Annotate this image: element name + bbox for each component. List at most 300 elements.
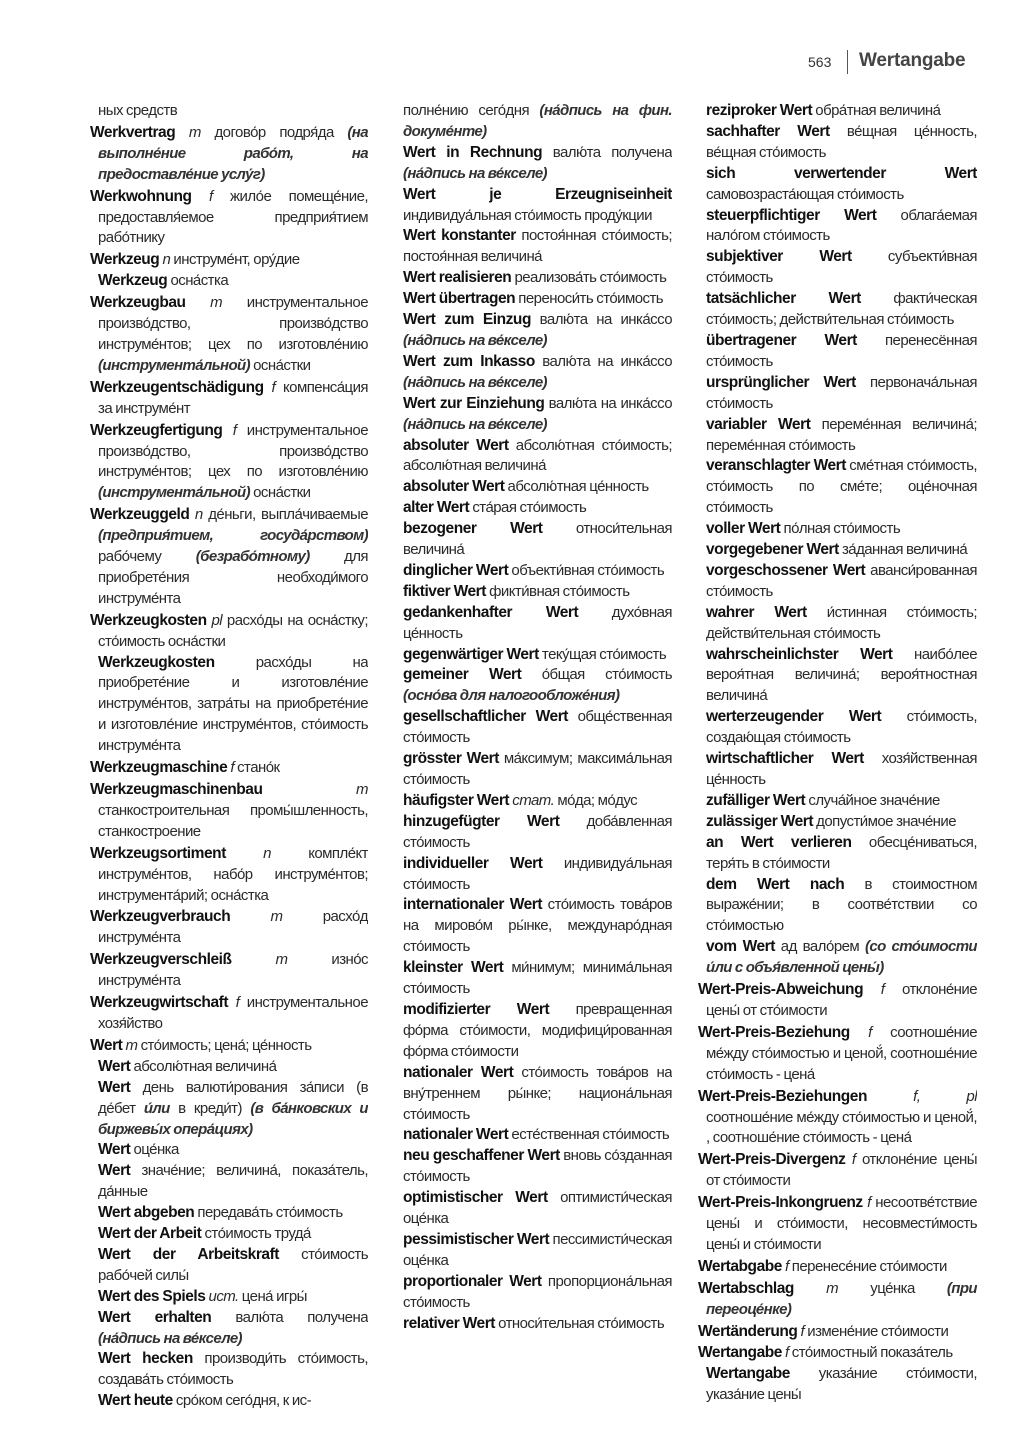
dictionary-entry [90,187,368,250]
headword: Wert der Arbeitskraft [98,1245,279,1263]
dictionary-subentry [698,937,977,979]
usage-note: (инструмента́льной) [98,484,251,502]
translation: передава́ть сто́имость [194,1204,343,1222]
translation: духо́вная це́нность [403,603,672,642]
dictionary-subentry [90,1224,368,1245]
headword: internationaler Wert [403,896,543,914]
headword: neu geschaffener Wert [403,1147,560,1165]
dictionary-entry [90,611,368,653]
headword: Wert [90,1036,123,1054]
grammar-label: f [191,187,230,205]
headword: veranschlagter Wert [706,457,846,475]
headword: Wert je Erzeugniseinheit [403,185,672,203]
translation: абсолю́тная сто́имость; абсолю́тная величина́ [403,436,672,475]
usage-note: и́ли [143,1099,170,1117]
translation: мо́да; мо́дус [557,791,638,809]
translation: оце́нка [130,1141,179,1159]
headword: Wert heute [98,1392,173,1410]
translation: относи́тельная сто́имость [495,1314,665,1332]
dictionary-subentry [698,247,977,289]
grammar-label: f [781,1344,792,1362]
grammar-label: f [781,1257,792,1275]
dictionary-subentry [698,791,977,812]
headword: Werkzeugmaschine [90,759,228,777]
dictionary-subentry [395,310,672,352]
headword: Werkzeugkosten [90,611,207,629]
headword: Werkzeugfertigung [90,421,223,439]
dictionary-entry [90,378,368,420]
headword: gesellschaftlicher Wert [403,708,569,726]
dictionary-entry [90,123,368,186]
headword: Wert übertragen [403,290,516,308]
translation: расхо́ды на приобрете́ние и изготовле́ние инструме́нтов, затра́ты на приобрете́ние и изготовле́ние инструме́нтов, сто́имость инструме́нта [98,653,368,755]
headword: Wert-Preis-Inkongruenz [698,1194,863,1212]
headword: Werkzeuggeld [90,506,190,524]
headword: Werkwohnung [90,187,192,205]
dictionary-subentry [698,749,977,791]
grammar-label: m [230,908,323,926]
translation: обесце́ниваться, теря́ть в сто́имости [706,833,977,872]
headword: an Wert verlieren [706,833,852,851]
headword: wirtschaftlicher Wert [706,750,864,768]
translation: сто́имость рабо́чей силы́ [98,1245,368,1284]
dictionary-entry [90,950,368,992]
translation: первонача́льная сто́имость [706,373,977,412]
headword: variabler Wert [706,415,811,433]
translation: доба́вленная сто́имость [403,812,672,851]
headword: tatsächlicher Wert [706,290,861,308]
translation: валю́та на инка́ссо [544,394,672,412]
translation: в стоимостном выраже́нии; в соотве́тствии со сто́имостью [706,875,977,935]
dictionary-subentry [395,707,672,749]
translation: ми́нимум; минима́льная сто́имость [403,959,672,998]
grammar-label: m [122,1036,141,1054]
translation: валю́та на инка́ссо [530,311,672,329]
grammar-label: m [231,951,332,969]
translation: ста́рая сто́имость [469,499,587,517]
headword: übertragener Wert [706,331,857,349]
dictionary-subentry [395,582,672,603]
usage-note: (на́дпись на ве́кселе) [403,331,547,349]
headword: Wertabschlag [698,1279,794,1297]
page-header [0,50,1024,76]
dictionary-subentry [395,854,672,896]
headword: ursprünglicher Wert [706,373,856,391]
translation: реализова́ть сто́имость [511,269,667,287]
dictionary-entry [90,250,368,271]
dictionary-subentry [395,561,672,582]
dictionary-subentry [698,456,977,519]
dictionary-subentry [395,289,672,310]
dictionary-subentry [698,540,977,561]
translation: инструментальное произво́дство, произво́дство инструме́нтов; цех по изготовле́нию [98,421,368,481]
usage-note: (предприя́тием, госуда́рством) [98,527,368,545]
translation: облага́емая нало́гом сто́имость [706,206,977,245]
translation: постоя́нная сто́имость; постоя́нная величина́ [403,227,672,266]
grammar-label: pl [206,611,227,629]
headword: Wertangabe [706,1365,790,1383]
headword: Wertangabe [698,1344,782,1362]
translation: о́бщая сто́имость [521,666,672,684]
translation: пессимисти́ческая оце́нка [403,1230,672,1269]
headword: Wert hecken [98,1350,193,1368]
headword: Werkzeugverbrauch [90,908,231,926]
grammar-label: n [159,251,174,269]
grammar-label: f [263,378,283,396]
dictionary-subentry [90,1140,368,1161]
dictionary-subentry [698,415,977,457]
usage-note: (на́дпись на фин. докуме́нте) [403,102,672,140]
dictionary-subentry [698,164,977,206]
dictionary-subentry [395,143,672,185]
translation: самовозраста́ющая сто́имость [706,185,904,203]
dictionary-subentry [698,875,977,938]
grammar-label: m [262,781,368,798]
grammar-label: f [863,981,902,999]
translation: соотноше́ние ме́жду сто́имостью и ценой́, , соотноше́ние сто́имость - цена́ [706,1108,977,1147]
translation: сто́имость; цена́; це́нность [140,1036,312,1054]
dictionary-subentry [395,268,672,289]
headword: nationaler Wert [403,1126,509,1144]
headword: Werkzeugkosten [98,653,215,671]
translation: инструме́нт, ору́дие [173,251,300,269]
translation: переноси́ть сто́имость [515,290,664,308]
usage-note: (со сто́имости и́ли с объя́вленной цены́) [706,938,977,977]
headword: Wert zum Einzug [403,311,531,329]
translation: ве́щная це́нность, ве́щная сто́имость [706,122,977,161]
dictionary-subentry [698,707,977,749]
headword: Werkzeugsortiment [90,844,226,862]
translation: обра́тная величина́ [812,102,941,119]
headword: wahrer Wert [706,603,807,621]
dictionary-subentry [395,1272,672,1314]
translation: обще́ственная сто́имость [403,708,672,747]
dictionary-entry [90,293,368,377]
dictionary-subentry [395,665,672,707]
dictionary-subentry [698,289,977,331]
translation: в креди́т) [169,1099,251,1117]
headword: fiktiver Wert [403,582,486,600]
headword: dinglicher Wert [403,561,509,579]
headword: Wert [98,1162,131,1180]
dictionary-subentry [90,1308,368,1350]
dictionary-subentry [698,206,977,248]
translation: переме́нная величина́; переме́нная сто́имость [706,415,977,454]
dictionary-entry [90,844,368,907]
dictionary-entry [698,1279,977,1321]
dictionary-entry [90,993,368,1035]
dictionary-subentry [395,226,672,268]
translation: несоотве́тствие цены́ и сто́имости, несовмести́мость цены́ и сто́имости [706,1194,977,1253]
translation: значе́ние; величина́, показа́тель, да́нные [98,1162,368,1201]
dictionary-subentry [395,352,672,394]
headword: Wert des Spiels [98,1287,206,1305]
dictionary-entry [90,780,368,843]
headword: Wert-Preis-Beziehung [698,1023,850,1041]
headword: sich verwertender Wert [706,164,977,182]
headword: pessimistischer Wert [403,1230,550,1248]
headword: Werkzeugbau [90,294,186,312]
translation: компенса́ция за инструме́нт [98,378,368,417]
translation: сто́имость това́ров на мирово́м ры́нке, междунаро́дная сто́имость [403,896,672,956]
headword: absoluter Wert [403,478,505,496]
usage-note: (безрабо́тному) [195,548,310,566]
dictionary-subentry [698,1364,977,1406]
dictionary-subentry [395,895,672,958]
headword: häufigster Wert [403,791,510,809]
translation: расхо́д инструме́нта [98,908,368,947]
dictionary-subentry [90,1203,368,1224]
headword: Werkzeugentschädigung [90,378,264,396]
headword: vorgegebener Wert [706,541,839,559]
translation: де́ньги, выпла́чиваемые [208,506,368,524]
usage-note: (на́дпись на ве́кселе) [403,164,547,182]
dictionary-subentry [698,331,977,373]
dictionary-subentry [698,833,977,875]
translation: вновь со́зданная сто́имость [403,1147,672,1186]
headword: Werkzeug [90,251,160,269]
dictionary-subentry [395,1000,672,1063]
headword: individueller Wert [403,854,543,872]
headword: Wert [98,1078,131,1096]
dictionary-subentry [90,271,368,292]
grammar-label: f [228,994,247,1012]
headword: Wert [98,1141,131,1159]
dictionary-subentry [395,498,672,519]
headword: Werkzeugverschleiß [90,951,232,969]
dictionary-subentry [395,394,672,436]
dictionary-subentry [698,645,977,708]
grammar-label: f [227,759,238,777]
usage-note: (в ба́нковских и биржевы́х опера́циях) [98,1099,368,1138]
grammar-label: f, pl [866,1087,977,1105]
translation: стано́к [237,759,280,777]
translation: ад вало́рем [774,938,865,956]
dictionary-subentry [698,373,977,415]
dictionary-subentry [395,645,672,666]
grammar-label: f [862,1194,876,1212]
headword: optimistischer Wert [403,1189,548,1207]
headword: Wert-Preis-Divergenz [698,1151,846,1169]
translation: есте́ственная сто́имость [508,1126,670,1144]
dictionary-subentry [395,1314,672,1335]
headword: Wert zum Inkasso [403,352,535,370]
grammar-label: n [225,844,309,862]
translation: догово́р подря́да [214,123,348,141]
dictionary-entry [90,1036,368,1057]
dictionary-subentry [395,436,672,478]
headword: Wert realisieren [403,269,512,287]
translation: сто́имость това́ров на вну́треннем ры́нке; национа́льная сто́имость [403,1063,672,1123]
dictionary-subentry [90,1349,368,1391]
headword: vom Wert [706,938,775,956]
usage-note: (на выполне́ние рабо́т, на предоставле́ние услу́г) [98,123,368,183]
grammar-label: m [793,1279,871,1297]
grammar-label: m [175,123,215,141]
dictionary-subentry [395,1230,672,1272]
translation: осна́стка [167,272,229,290]
translation: ных средств [98,102,178,119]
usage-note: (осно́ва для налогообложе́ния) [403,687,620,705]
headword: Wert-Preis-Beziehungen [698,1087,867,1105]
dictionary-entry [90,421,368,505]
headword: vorgeschossener Wert [706,561,866,579]
headword: Wert abgeben [98,1204,195,1222]
dictionary-column-1 [90,101,368,1421]
translation: соотноше́ние ме́жду сто́имостью и ценой́, соотноше́ние сто́имость - цена́ [706,1023,977,1083]
dictionary-entry [698,1023,977,1086]
headword: alter Wert [403,499,470,517]
translation: жило́е помеще́ние, предоставля́емое предприя́тием рабо́тнику [98,187,368,247]
dictionary-subentry [395,519,672,561]
dictionary-subentry [90,1161,368,1203]
translation: индивидуа́льная сто́имость [403,854,672,893]
dictionary-subentry [90,1287,368,1308]
translation: теку́щая сто́имость [538,645,667,663]
headword: bezogener Wert [403,520,543,538]
translation: полне́нию сего́дня [403,102,540,119]
translation: субъекти́вная сто́имость [706,248,977,287]
translation: производи́ть сто́имость, создава́ть сто́имость [98,1350,368,1389]
headword: subjektiver Wert [706,248,852,266]
dictionary-subentry [90,1078,368,1141]
headword: gegenwärtiger Wert [403,645,539,663]
grammar-label: f [849,1023,891,1041]
headword: Wert erhalten [98,1308,212,1326]
dictionary-subentry [395,749,672,791]
translation: индивидуа́льная сто́имость проду́кции [403,206,652,224]
translation: абсолю́тная величина́ [130,1057,277,1075]
dictionary-subentry [698,561,977,603]
translation: относи́тельная величина́ [403,520,672,559]
translation: сто́имость, создаю́щая сто́имость [706,708,977,747]
translation: отклоне́ние цены́ от сто́имости [706,981,977,1019]
grammar-label: ист. [205,1287,242,1305]
translation: объекти́вная сто́имость [508,561,665,579]
headword: zufälliger Wert [706,791,806,809]
grammar-label: f [797,1322,808,1340]
translation: станкостроительная промы́шленность, станкостроение [98,801,368,840]
translation: расхо́ды на осна́стку; сто́имость осна́стки [98,611,368,650]
translation: аванси́рованная сто́имость [706,561,977,600]
headword: gedankenhafter Wert [403,603,579,621]
translation: сме́тная сто́имость, сто́имость по сме́те; оце́ночная сто́имость [706,457,977,517]
dictionary-entry [90,505,368,610]
headword: absoluter Wert [403,436,509,454]
dictionary-subentry [698,812,977,833]
headword: voller Wert [706,520,781,538]
headword: proportionaler Wert [403,1272,542,1290]
dictionary-column-2 [395,101,672,1421]
usage-note: (на́дпись на ве́кселе) [98,1329,242,1347]
dictionary-subentry [395,1188,672,1230]
headword: Wertänderung [698,1322,798,1340]
translation: перенесённая сто́имость [706,331,977,370]
translation: ма́ксимум; максима́льная сто́имость [403,750,672,788]
translation: за́данная величина́ [838,541,968,559]
headword: modifizierter Wert [403,1000,550,1018]
translation: указа́ние сто́имости, указа́ние цены́ [706,1365,977,1404]
dictionary-entry [698,1257,977,1278]
translation: день валюти́рования за́писи (в де́бет [98,1078,368,1117]
translation: сто́имость труда́ [201,1225,311,1243]
dictionary-entry [698,1343,977,1364]
headword: Wert in Rechnung [403,143,543,161]
translation: допусти́мое значе́ние [813,812,957,830]
translation: валю́та получена [542,143,672,161]
dictionary-subentry [395,185,672,227]
headword: grösster Wert [403,750,499,768]
translation: по́лная сто́имость [780,520,901,538]
headword: relativer Wert [403,1314,495,1332]
grammar-label: стат. [509,791,558,809]
translation: компле́кт инструме́нтов, набо́р инструме́нтов; инструмента́рий; осна́стка [98,844,368,904]
headword: zulässiger Wert [706,812,814,830]
headword: Werkzeugmaschinenbau [90,781,263,798]
entry-continuation [395,101,672,143]
translation: случа́йное значе́ние [805,791,940,809]
running-head: Wertangabe [859,50,966,71]
translation: для приобрете́ния необходи́мого инструме́нта [98,548,368,607]
dictionary-subentry [698,603,977,645]
dictionary-subentry [698,101,977,122]
translation: отклоне́ние цены́ от сто́имости [706,1151,977,1190]
translation: цена́ игры́ [241,1287,307,1305]
headword: sachhafter Wert [706,122,830,140]
headword: Wert-Preis-Abweichung [698,981,864,999]
grammar-label: m [185,294,247,312]
translation: валю́та на инка́ссо [534,352,672,370]
headword: kleinster Wert [403,959,504,977]
headword: hinzugefügter Wert [403,812,560,830]
dictionary-entry [698,1087,977,1150]
dictionary-subentry [90,1057,368,1078]
headword: Wert zur Einziehung [403,394,545,412]
dictionary-entry [698,1150,977,1192]
translation: фикти́вная сто́имость [485,582,630,600]
translation: пропорциона́льная сто́имость [403,1272,672,1311]
translation: уце́нка [870,1279,947,1297]
translation: изно́с инструме́нта [98,951,368,990]
translation: рабо́чему [98,548,196,566]
dictionary-subentry [395,477,672,498]
grammar-label: f [845,1151,862,1169]
headword: werterzeugender Wert [706,708,882,726]
dictionary-subentry [395,791,672,812]
headword: Werkzeug [98,272,168,290]
headword: Werkvertrag [90,123,176,141]
translation: осна́стки [250,356,311,374]
headword: Wert [98,1057,131,1075]
headword: Wert der Arbeit [98,1225,202,1243]
translation: хозя́йственная це́нность [706,750,977,788]
dictionary-column-3 [698,101,977,1421]
dictionary-entry [90,907,368,949]
grammar-label: n [189,506,209,524]
translation: сто́имостный показа́тель [791,1344,953,1362]
usage-note: (на́дпись на ве́кселе) [403,415,547,433]
translation: перенесе́ние сто́имости [791,1257,947,1275]
dictionary-subentry [395,1146,672,1188]
entry-continuation [90,101,368,122]
dictionary-subentry [90,1391,368,1412]
headword: dem Wert nach [706,875,845,893]
translation: абсолю́тная це́нность [504,478,649,496]
translation: инструментальное произво́дство, произво́дство инструме́нтов; цех по изготовле́нию [98,294,368,353]
dictionary-subentry [90,1245,368,1287]
headword: steuerpflichtiger Wert [706,206,877,224]
dictionary-subentry [395,812,672,854]
